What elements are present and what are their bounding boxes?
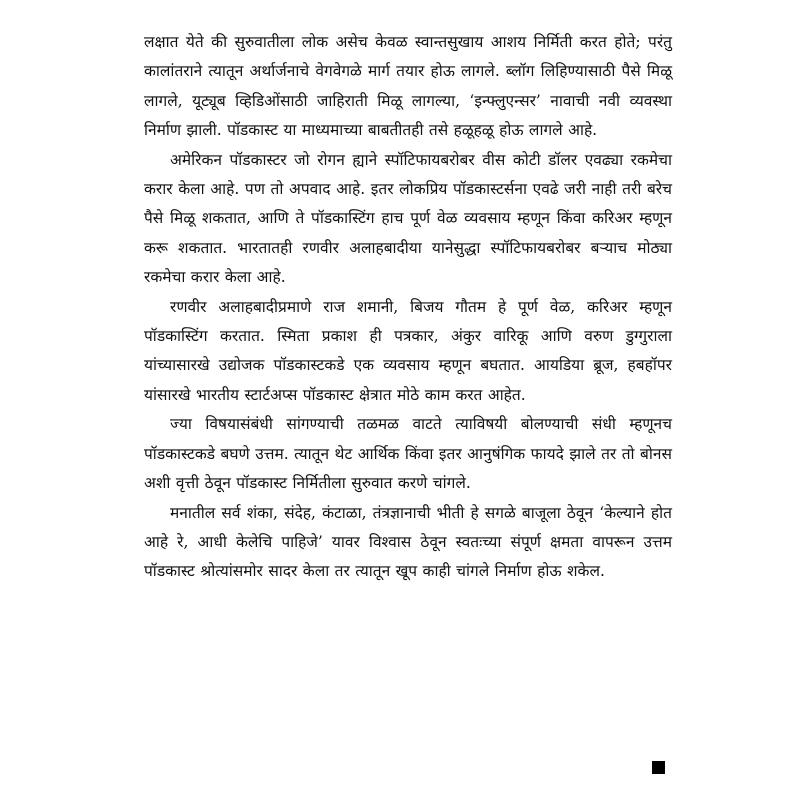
end-of-chapter-square-icon: [652, 761, 665, 774]
paragraph-5: मनातील सर्व शंका, संदेह, कंटाळा, तंत्रज्ञानाची भीती हे सगळे बाजूला ठेवून ‘केल्याने होत आहे रे, आधी केलेचि पाहिजे’ यावर विश्वास ठेवून स्वतःच्या संपूर्ण क्षमता वापरून उत्तम पॉडकास्ट श्रोत्यांसमोर सादर केला तर त्यातून खूप काही चांगले निर्माण होऊ शकेल.: [144, 503, 672, 581]
paragraph-3: रणवीर अलाहबादीप्रमाणे राज शमानी, बिजय गौतम हे पूर्ण वेळ, करिअर म्हणून पॉडकास्टिंग करतात. स्मिता प्रकाश ही पत्रकार, अंकुर वारिकू आणि वरुण डुग्गुराला यांच्यासारखे उद्योजक पॉडकास्टकडे एक व्यवसाय म्हणून बघतात. आयडिया ब्रूज, हबहॉपर यांसारखे भारतीय स्टार्टअप्स पॉडकास्ट क्षेत्रात मोठे काम करत आहेत.: [144, 297, 672, 404]
paragraph-4: ज्या विषयासंबंधी सांगण्याची तळमळ वाटते त्याविषयी बोलण्याची संधी म्हणूनच पॉडकास्टकडे बघणे उत्तम. त्यातून थेट आर्थिक किंवा इतर आनुषंगिक फायदे झाले तर तो बोनस अशी वृत्ती ठेवून पॉडकास्ट निर्मितीला सुरुवात करणे चांगले.: [144, 415, 672, 493]
body-text: [144, 28, 672, 587]
paragraph-1: लक्षात येते की सुरुवातीला लोक असेच केवळ स्वान्तसुखाय आशय निर्मिती करत होते; परंतु कालांतराने त्यातून अर्थार्जनाचे वेगवेगळे मार्ग तयार होऊ लागले. ब्लॉग लिहिण्यासाठी पैसे मिळू लागले, यूट्यूब व्हिडिओंसाठी जाहिराती मिळू लागल्या, ‘इन्फ्लुएन्सर’ नावाची नवी व्यवस्था निर्माण झाली. पॉडकास्ट या माध्यमाच्या बाबतीतही तसे हळूहळू होऊ लागले आहे.: [144, 33, 672, 140]
paragraph-2: अमेरिकन पॉडकास्टर जो रोगन ह्याने स्पॉटिफायबरोबर वीस कोटी डॉलर एवढ्या रकमेचा करार केला आहे. पण तो अपवाद आहे. इतर लोकप्रिय पॉडकास्टर्सना एवढे जरी नाही तरी बरेच पैसे मिळू शकतात, आणि ते पॉडकास्टिंग हाच पूर्ण वेळ व्यवसाय म्हणून किंवा करिअर म्हणून करू शकतात. भारतातही रणवीर अलाहबादीया यानेसुद्धा स्पॉटिफायबरोबर बऱ्याच मोठ्या रकमेचा करार केला आहे.: [144, 150, 672, 287]
